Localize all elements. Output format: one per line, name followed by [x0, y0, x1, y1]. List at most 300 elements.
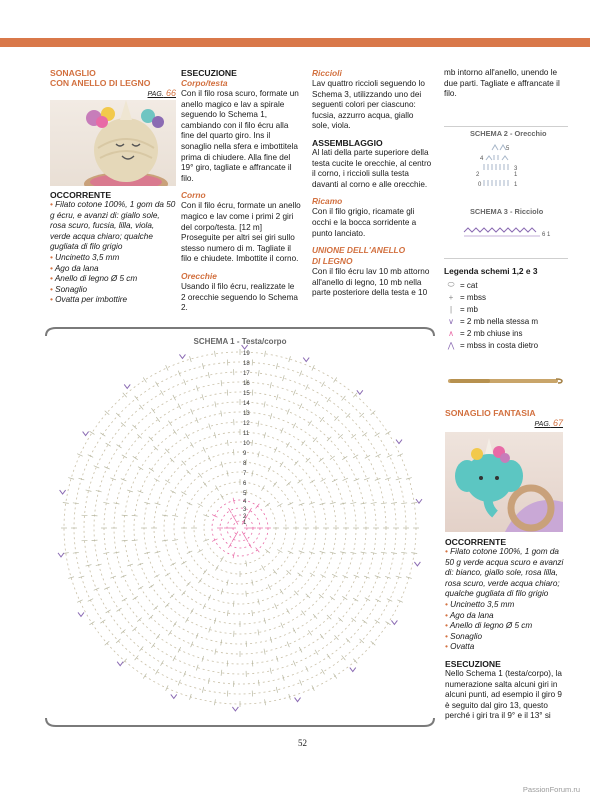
legend-row-mb: | = mb: [444, 303, 568, 315]
material-item: • Ovatta per imbottire: [50, 295, 176, 306]
round-number-label: 19: [243, 351, 250, 357]
single-crochet-symbol-icon: |: [449, 304, 453, 314]
stitch-mark: [375, 620, 380, 623]
stitch-mark: [315, 650, 318, 655]
stitch-mark: [212, 515, 217, 518]
round-ring: [194, 482, 286, 574]
stitch-mark: [196, 665, 198, 671]
stitch-mark: [280, 589, 283, 594]
stitch-mark: [330, 456, 335, 460]
stitch-mark: [117, 608, 122, 611]
schema2-num: 0: [478, 182, 482, 188]
stitch-mark: [229, 508, 232, 513]
stitch-mark: [270, 668, 271, 674]
stitch-mark: [178, 680, 180, 686]
stitch-mark: [293, 390, 295, 396]
stitch-mark: [375, 433, 380, 436]
round-number-label: 7: [243, 471, 247, 477]
stitch-mark: [258, 421, 259, 427]
stitch-mark: [122, 540, 128, 541]
stitch-mark: [265, 351, 266, 357]
legend-row-back-loop: ⋀ = mbss in costa dietro: [444, 339, 568, 351]
round-number-label: 14: [243, 401, 250, 407]
section-title: Orecchie: [181, 270, 217, 281]
divider: [444, 126, 568, 127]
stitch-mark: [92, 540, 98, 541]
increase-mark: [357, 390, 363, 394]
stitch-mark: [302, 611, 306, 616]
stitch-mark: [386, 431, 391, 434]
stitch-mark: [191, 409, 193, 415]
stitch-mark: [287, 609, 290, 614]
round-number-label: 9: [243, 451, 247, 457]
chain-symbol-icon: ⬭: [447, 280, 455, 289]
page-reference: PAG. 67: [534, 418, 563, 428]
section-title: ASSEMBLAGGIO: [312, 137, 383, 148]
stitch-mark: [63, 503, 69, 504]
section-title: Riccioli: [312, 68, 342, 78]
stitch-mark: [165, 480, 170, 483]
stitch-mark: [249, 543, 252, 548]
stitch-mark: [178, 647, 181, 652]
stitch-mark: [362, 620, 367, 624]
stitch-mark: [320, 634, 324, 639]
materials-title: OCCORRENTE: [50, 190, 112, 200]
stitch-mark: [362, 432, 367, 436]
stitch-mark: [198, 550, 203, 553]
stitch-mark: [229, 543, 232, 548]
stitch-mark: [216, 565, 219, 570]
stitch-mark: [168, 630, 171, 635]
stitch-mark: [322, 669, 325, 674]
stitch-mark: [350, 502, 356, 503]
back-loop-symbol-icon: ⋀: [447, 340, 455, 350]
stitch-mark: [173, 430, 176, 435]
stitch-mark: [232, 537, 235, 542]
round-number-label: 5: [243, 491, 247, 497]
stitch-mark: [276, 363, 277, 369]
stitch-mark: [198, 578, 202, 583]
stitch-mark: [353, 659, 357, 664]
stitch-mark: [308, 421, 311, 426]
stitch-mark: [68, 478, 74, 480]
stitch-mark: [401, 503, 407, 504]
stitch-mark: [265, 549, 270, 553]
product-photo-rattle: [50, 100, 176, 186]
section-title: UNIONE DELL'ANELLO DI LEGNO: [312, 245, 406, 267]
stitch-mark: [298, 573, 303, 577]
stitch-mark: [191, 442, 194, 447]
project-title-line1: SONAGLIO: [50, 68, 96, 78]
stitch-mark: [221, 380, 222, 386]
stitch-mark: [133, 456, 138, 459]
stitch-mark: [221, 557, 224, 562]
stitch-mark: [235, 519, 238, 524]
stitch-mark: [327, 397, 330, 402]
section-text: Con il filo rosa scuro, formate un anello magico e lav a spirale seguendo lo Schema 1, cambiando con il filo écru alla fine del quarto giro. Ins il sonaglio nella sfera e imbottitela prima di chiudere. Alla fine del 19° giro, tagliate e affrancate il filo.: [181, 89, 299, 183]
stitch-mark: [308, 630, 311, 635]
stitch-mark: [100, 620, 105, 623]
schema2-num: 2: [476, 172, 480, 178]
stitch-mark: [135, 396, 139, 401]
round-rings: [58, 345, 422, 711]
stitch-mark: [122, 455, 127, 458]
stitch-mark: [216, 486, 219, 491]
stitch-mark: [298, 479, 303, 483]
schema3-title: SCHEMA 3 - Ricciolo: [470, 207, 544, 216]
stitch-mark: [139, 647, 143, 652]
round-number-label: 16: [243, 381, 250, 387]
legend-title: Legenda schemi 1,2 e 3: [444, 266, 538, 276]
stitch-mark: [288, 551, 293, 554]
stitch-mark: [386, 622, 391, 625]
increase-mark: [391, 620, 397, 624]
round-number-label: 13: [243, 411, 250, 417]
watermark: PassionForum.ru: [522, 785, 580, 794]
materials-yarn: • Filato cotone 100%, 1 gom da 50 g écru, e avanzi di: giallo sole, rosa scuro, fucsia, lilla, viola, verde acqua chiaro; qualche gugliata di filo grigio: [50, 200, 176, 253]
stitch-mark: [252, 440, 253, 446]
increase-mark: [396, 440, 402, 444]
stitch-mark: [154, 575, 159, 578]
stitch-mark: [186, 470, 190, 474]
diagram-top-border: [46, 328, 434, 336]
stitch-mark: [351, 434, 356, 438]
stitch-mark: [100, 433, 105, 436]
stitch-mark: [209, 424, 211, 430]
stitch-mark: [265, 699, 266, 705]
stitch-mark: [186, 582, 190, 586]
legend-row-cat: ⬭ = cat: [444, 279, 568, 291]
material-item: • Uncinetto 3,5 mm: [50, 253, 176, 264]
stitch-mark: [121, 629, 125, 633]
diagram-bottom-border: [46, 718, 434, 726]
materials-list-2: [445, 537, 565, 722]
stitch-mark: [143, 377, 146, 382]
section-title: Corno: [181, 190, 206, 201]
stitch-mark: [182, 591, 186, 596]
stitch-mark: [371, 502, 377, 503]
increase-mark: [83, 432, 89, 436]
stitch-mark: [353, 598, 358, 601]
stitch-mark: [258, 370, 259, 376]
schema1-title: SCHEMA 1 - Testa/corpo: [193, 337, 287, 346]
stitch-mark: [281, 623, 283, 629]
material-item: • Anello di legno Ø 5 cm: [50, 274, 176, 285]
material-item: • Ago da lana: [50, 264, 176, 275]
stitch-mark: [190, 356, 192, 362]
legend-row-mbss: + = mbss: [444, 291, 568, 303]
stitch-mark: [327, 654, 330, 659]
material-item: • Sonaglio: [50, 285, 176, 296]
stitch-mark: [221, 640, 222, 646]
round-number-label: 11: [243, 431, 250, 437]
stitch-mark: [287, 442, 290, 447]
stitch-mark: [117, 445, 122, 448]
materials-yarn: • Filato cotone 100%, 1 gom da 50 g verde acqua scuro e avanzi di: bianco, giallo sole, rosa lilla, rosa scuro, verde acqua chiaro; qualche gugliata di filo grigio: [445, 547, 565, 600]
stitch-mark: [252, 610, 253, 616]
increase-mark: [303, 358, 309, 362]
schema2-num: 4: [480, 156, 484, 162]
stitch-mark: [252, 390, 253, 396]
round-labels: [243, 351, 250, 526]
stitch-mark: [198, 473, 202, 478]
stitch-mark: [300, 371, 302, 377]
stitch-mark: [161, 661, 164, 666]
stitch-mark: [116, 413, 120, 417]
stitch-mark: [289, 356, 291, 362]
stitch-mark: [198, 504, 203, 507]
material-item: • Ago da lana: [445, 611, 565, 622]
stitch-mark: [187, 502, 192, 505]
stitch-mark: [375, 454, 380, 457]
stitch-mark: [293, 661, 295, 667]
round-number-label: 6: [243, 481, 247, 487]
stitch-mark: [270, 382, 271, 388]
round-number-label: 1: [243, 520, 247, 526]
legend-row-increase: ∨ = 2 mb nella stessa m: [444, 315, 568, 327]
stitch-mark: [227, 660, 228, 666]
stitch-mark: [89, 622, 94, 625]
round-number-label: 17: [243, 371, 250, 377]
stitch-mark: [143, 674, 146, 679]
stitch-mark: [156, 669, 159, 674]
stitch-mark: [235, 531, 238, 536]
stitch-mark: [391, 502, 397, 503]
stitch-mark: [322, 382, 325, 387]
section-text: Al lati della parte superiore della testa cucite le orecchie, al centro il corno, i riccioli sulla testa davanti al corno e alle orecchie.: [312, 147, 432, 189]
round-number-label: 18: [243, 361, 250, 367]
stitch-mark: [227, 440, 228, 446]
stitch-mark: [258, 629, 259, 635]
schema2-num: 3: [514, 166, 518, 172]
schema2-title: SCHEMA 2 - Orecchio: [470, 129, 547, 138]
stitch-mark: [302, 441, 306, 446]
stitch-mark: [221, 411, 222, 417]
stitch-mark: [277, 504, 282, 507]
stitch-mark: [351, 618, 356, 622]
stitch-mark: [221, 494, 224, 499]
round-number-label: 15: [243, 391, 250, 397]
stitch-mark: [173, 656, 176, 661]
stitch-mark: [203, 569, 207, 574]
stitch-mark: [315, 401, 318, 406]
execution-text: Nello Schema 1 (testa/corpo), la numerazione salta alcuni giri in alcuni punti, ad esempio il giro 9 è seguito dal giro 13, questo perché i giri tra il 9° e il 13° si: [445, 668, 562, 721]
stitch-mark: [287, 409, 289, 415]
stitch-mark: [155, 503, 161, 505]
product-photo-fantasy-rattle: [445, 432, 563, 532]
stitch-mark: [168, 421, 171, 426]
stitch-mark: [371, 641, 376, 645]
stitch-mark: [173, 395, 176, 400]
stitch-mark: [396, 478, 402, 480]
stitch-mark: [306, 458, 310, 462]
stitch-mark: [381, 503, 387, 504]
stitch-mark: [170, 458, 174, 462]
stitch-mark: [346, 638, 350, 642]
increase-mark: [58, 553, 64, 557]
section-text: Con il filo écru, formate un anello magico e lav come i primi 2 giri del corpo/testa. [12 m] Proseguite per altri sei giri sullo stesso numero di m. Tagliate il filo e chiudete. Imbottite il corno.: [181, 201, 301, 264]
section-title: Ricamo: [312, 196, 343, 207]
project-title-line2: CON ANELLO DI LEGNO: [50, 78, 151, 88]
stitch-mark: [310, 573, 315, 576]
increase-mark: [350, 668, 356, 672]
stitch-mark: [262, 565, 265, 570]
stitch-mark: [320, 417, 324, 422]
stitch-mark: [277, 550, 282, 553]
stitch-mark: [300, 680, 302, 686]
stitch-mark: [313, 614, 317, 619]
stitch-mark: [287, 642, 289, 648]
stitch-mark: [181, 492, 186, 495]
section-text: Lav quattro riccioli seguendo lo Schema 3, utilizzando uno dei seguenti colori per ciascuno: fucsia, azzurro acqua, giallo sole, viola.: [312, 79, 425, 131]
stitch-mark: [89, 431, 94, 434]
material-item: • Sonaglio: [445, 632, 565, 643]
stitch-mark: [221, 670, 222, 676]
stitch-mark: [245, 537, 248, 542]
stitch-mark: [137, 618, 141, 622]
legend: [444, 266, 568, 351]
stitch-mark: [166, 365, 168, 370]
stitch-mark: [365, 455, 370, 458]
increase-mark: [60, 490, 66, 494]
stitch-mark: [299, 404, 302, 409]
page-reference: PAG. 66: [147, 88, 176, 98]
stitch-mark: [105, 641, 110, 645]
stitch-mark: [264, 401, 265, 407]
column-sonaglio-anello: [50, 68, 176, 101]
stitch-mark: [156, 634, 160, 639]
stitch-mark: [387, 455, 392, 458]
stitch-mark: [299, 647, 302, 652]
stitch-mark: [343, 478, 348, 481]
stitch-mark: [342, 596, 347, 599]
stitch-mark: [165, 573, 170, 576]
schema3-label: 6 1: [542, 232, 551, 238]
stitch-mark: [283, 375, 285, 381]
stitch-mark: [178, 404, 181, 409]
crochet-hook-image: [444, 372, 568, 390]
stitch-mark: [268, 584, 271, 589]
stitch-mark: [342, 655, 346, 660]
round-ring: [154, 442, 326, 614]
stitch-mark: [411, 553, 417, 554]
section-title: Corpo/testa: [181, 78, 228, 88]
increase-mark: [179, 354, 185, 358]
stitch-mark: [287, 482, 291, 486]
stitch-mark: [332, 479, 337, 482]
stitch-mark: [86, 490, 92, 491]
material-item: • Ovatta: [445, 642, 565, 653]
stitch-mark: [321, 479, 326, 482]
divider: [444, 258, 568, 259]
column-execution: [181, 68, 301, 314]
round-ring: [184, 472, 296, 584]
stitch-mark: [181, 561, 186, 564]
increase-symbol-icon: ∨: [448, 316, 454, 326]
page-number: 52: [298, 738, 307, 748]
stitch-mark: [401, 552, 407, 553]
increase-mark: [232, 707, 238, 711]
stitch-mark: [196, 386, 198, 392]
stitch-mark: [73, 552, 79, 553]
stitch-mark: [252, 660, 253, 666]
stitch-mark: [203, 482, 207, 487]
stitch-mark: [330, 596, 335, 600]
stitch-mark: [151, 643, 155, 648]
rattle-illustration: [50, 100, 176, 186]
section-text: Con il filo écru lav 10 mb attorno all'anello di legno, 10 mb nella parte posteriore della testa e 10: [312, 267, 430, 298]
stitch-mark: [135, 655, 139, 660]
stitch-mark: [273, 569, 277, 574]
column-assembly: [312, 68, 432, 299]
stitch-mark: [138, 467, 143, 470]
stitch-mark: [364, 478, 370, 480]
elephant-rattle-illustration: [445, 432, 563, 532]
stitch-mark: [154, 446, 158, 450]
stitch-mark: [151, 408, 155, 413]
stitch-mark: [338, 618, 342, 622]
material-item: • Uncinetto 3,5 mm: [445, 600, 565, 611]
increase-mark: [124, 384, 130, 388]
section-text: Con il filo grigio, ricamate gli occhi e la bocca sorridente a punto lanciato.: [312, 207, 417, 238]
stitch-mark: [276, 394, 278, 400]
stitch-mark: [321, 575, 326, 578]
stitch-mark: [149, 615, 153, 619]
stitch-mark: [227, 390, 228, 396]
stitch-mark: [171, 563, 176, 566]
stitch-mark: [132, 515, 138, 516]
stitch-mark: [132, 540, 138, 541]
top-color-bar: [0, 38, 590, 47]
execution-title: ESECUZIONE: [181, 68, 237, 78]
round-ring: [84, 372, 396, 684]
stitch-mark: [273, 482, 277, 487]
stitch-mark: [215, 699, 216, 705]
stitch-mark: [391, 553, 397, 554]
legend-row-decrease: ∧ = 2 mb chiuse ins: [444, 327, 568, 339]
execution-title: ESECUZIONE: [445, 658, 501, 669]
stitch-mark: [268, 466, 271, 471]
material-item: • Anello di legno Ø 5 cm: [445, 621, 565, 632]
stitch-mark: [280, 462, 283, 467]
slip-stitch-symbol-icon: +: [448, 292, 454, 302]
stitch-mark: [258, 680, 259, 686]
stitch-mark: [208, 372, 209, 378]
stitch-mark: [133, 596, 138, 599]
stitch-mark: [132, 425, 136, 429]
stitch-mark: [106, 443, 111, 446]
round-number-label: 10: [243, 441, 250, 447]
stitch-mark: [227, 610, 228, 616]
round-number-label: 12: [243, 421, 250, 427]
materials-list-1: [50, 190, 176, 306]
schema1-head-body-diagram: [44, 322, 436, 730]
stitch-mark: [319, 458, 324, 462]
round-number-label: 2: [243, 514, 247, 520]
stitch-mark: [191, 609, 194, 614]
stitch-mark: [162, 540, 168, 541]
column-right-top: [444, 68, 568, 100]
increase-mark: [171, 694, 177, 698]
stitch-mark: [202, 687, 203, 693]
schema2-num: 1: [514, 182, 518, 188]
stitch-mark: [106, 610, 111, 613]
stitch-mark: [156, 382, 159, 387]
stitch-mark: [215, 401, 216, 407]
column-sonaglio-fantasia: [445, 408, 563, 431]
stitch-mark: [172, 515, 178, 516]
stitch-mark: [381, 552, 387, 553]
